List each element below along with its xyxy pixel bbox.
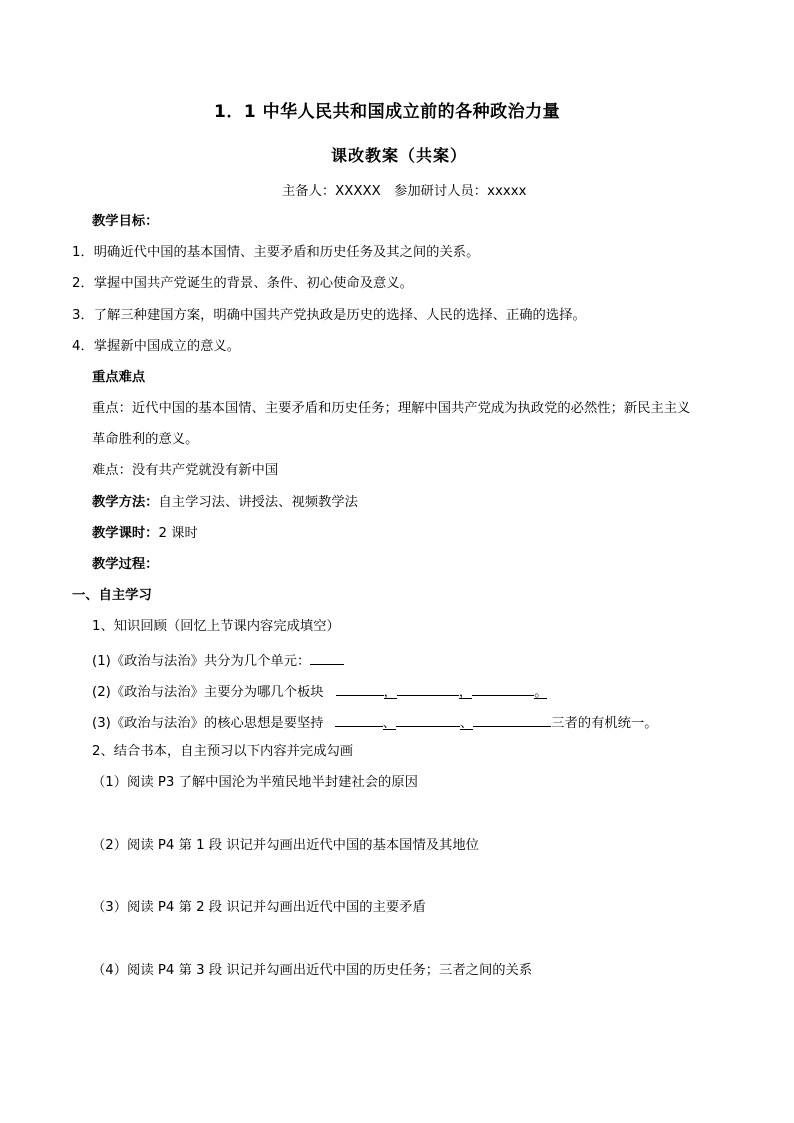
- document-title: 1．1 中华人民共和国成立前的各种政治力量: [214, 102, 561, 122]
- fill-blank[interactable]: [335, 712, 383, 727]
- document-subtitle: 课改教案（共案）: [331, 146, 468, 165]
- fill-blank[interactable]: [396, 712, 460, 727]
- review-title: 1、知识回顾（回忆上节课内容完成填空）: [92, 619, 340, 634]
- difficulty-text: 难点：没有共产党就没有新中国: [92, 463, 279, 478]
- preview-task: （4）阅读 P4 第 3 段 识记并勾画出近代中国的历史任务；三者之间的关系: [92, 963, 533, 978]
- fill-blank[interactable]: [473, 712, 551, 727]
- review-question-1-text: (1)《政治与法治》共分为几个单元：: [92, 654, 311, 669]
- preview-title: 2、结合书本，自主预习以下内容并完成勾画: [92, 744, 354, 759]
- section-heading-self-study: 一、自主学习: [72, 588, 152, 603]
- teaching-hours-label: 教学课时：: [92, 526, 159, 541]
- separator: 、: [382, 716, 396, 731]
- review-question-3-text: (3)《政治与法治》的核心思想是要坚持: [92, 716, 324, 731]
- authors-line: 主备人：XXXXX 参加研讨人员：xxxxx: [282, 184, 527, 199]
- focus-text-line2: 革命胜利的意义。: [92, 432, 199, 447]
- separator: ，: [383, 685, 397, 700]
- objective-item: 4．掌握新中国成立的意义。: [72, 339, 241, 354]
- fill-blank[interactable]: [397, 681, 459, 696]
- teaching-process-heading: 教学过程：: [92, 557, 159, 572]
- fill-blank[interactable]: [472, 681, 534, 696]
- review-question-1: [92, 650, 344, 671]
- review-question-3-suffix: 三者的有机统一。: [551, 716, 658, 731]
- preview-task: （1）阅读 P3 了解中国沦为半殖民地半封建社会的原因: [92, 775, 418, 790]
- teaching-method-label: 教学方法：: [92, 495, 159, 510]
- objective-item: 1．明确近代中国的基本国情、主要矛盾和历史任务及其之间的关系。: [72, 245, 480, 260]
- objectives-heading: 教学目标：: [92, 214, 159, 229]
- objective-item: 2．掌握中国共产党诞生的背景、条件、初心使命及意义。: [72, 276, 413, 291]
- fill-blank[interactable]: [336, 681, 384, 696]
- preview-task: （3）阅读 P4 第 2 段 识记并勾画出近代中国的主要矛盾: [92, 900, 426, 915]
- teaching-method-value: 自主学习法、讲授法、视频教学法: [158, 495, 358, 510]
- key-points-heading: 重点难点: [92, 370, 146, 385]
- teaching-method: [92, 494, 358, 512]
- objective-item: 3．了解三种建国方案，明确中国共产党执政是历史的选择、人民的选择、正确的选择。: [72, 308, 586, 323]
- end-mark: 。: [534, 685, 548, 700]
- separator: 、: [459, 716, 474, 731]
- teaching-hours: [92, 525, 198, 543]
- separator: ，: [458, 685, 473, 700]
- fill-blank[interactable]: [310, 650, 344, 665]
- review-question-2: [92, 681, 547, 702]
- focus-text-line1: 重点：近代中国的基本国情、主要矛盾和历史任务；理解中国共产党成为执政党的必然性；新民主主义: [92, 401, 691, 416]
- review-question-2-text: (2)《政治与法治》主要分为哪几个板块: [92, 685, 324, 700]
- review-question-3: [92, 712, 658, 733]
- preview-task: （2）阅读 P4 第 1 段 识记并勾画出近代中国的基本国情及其地位: [92, 838, 479, 853]
- teaching-hours-value: 2 课时: [158, 526, 198, 541]
